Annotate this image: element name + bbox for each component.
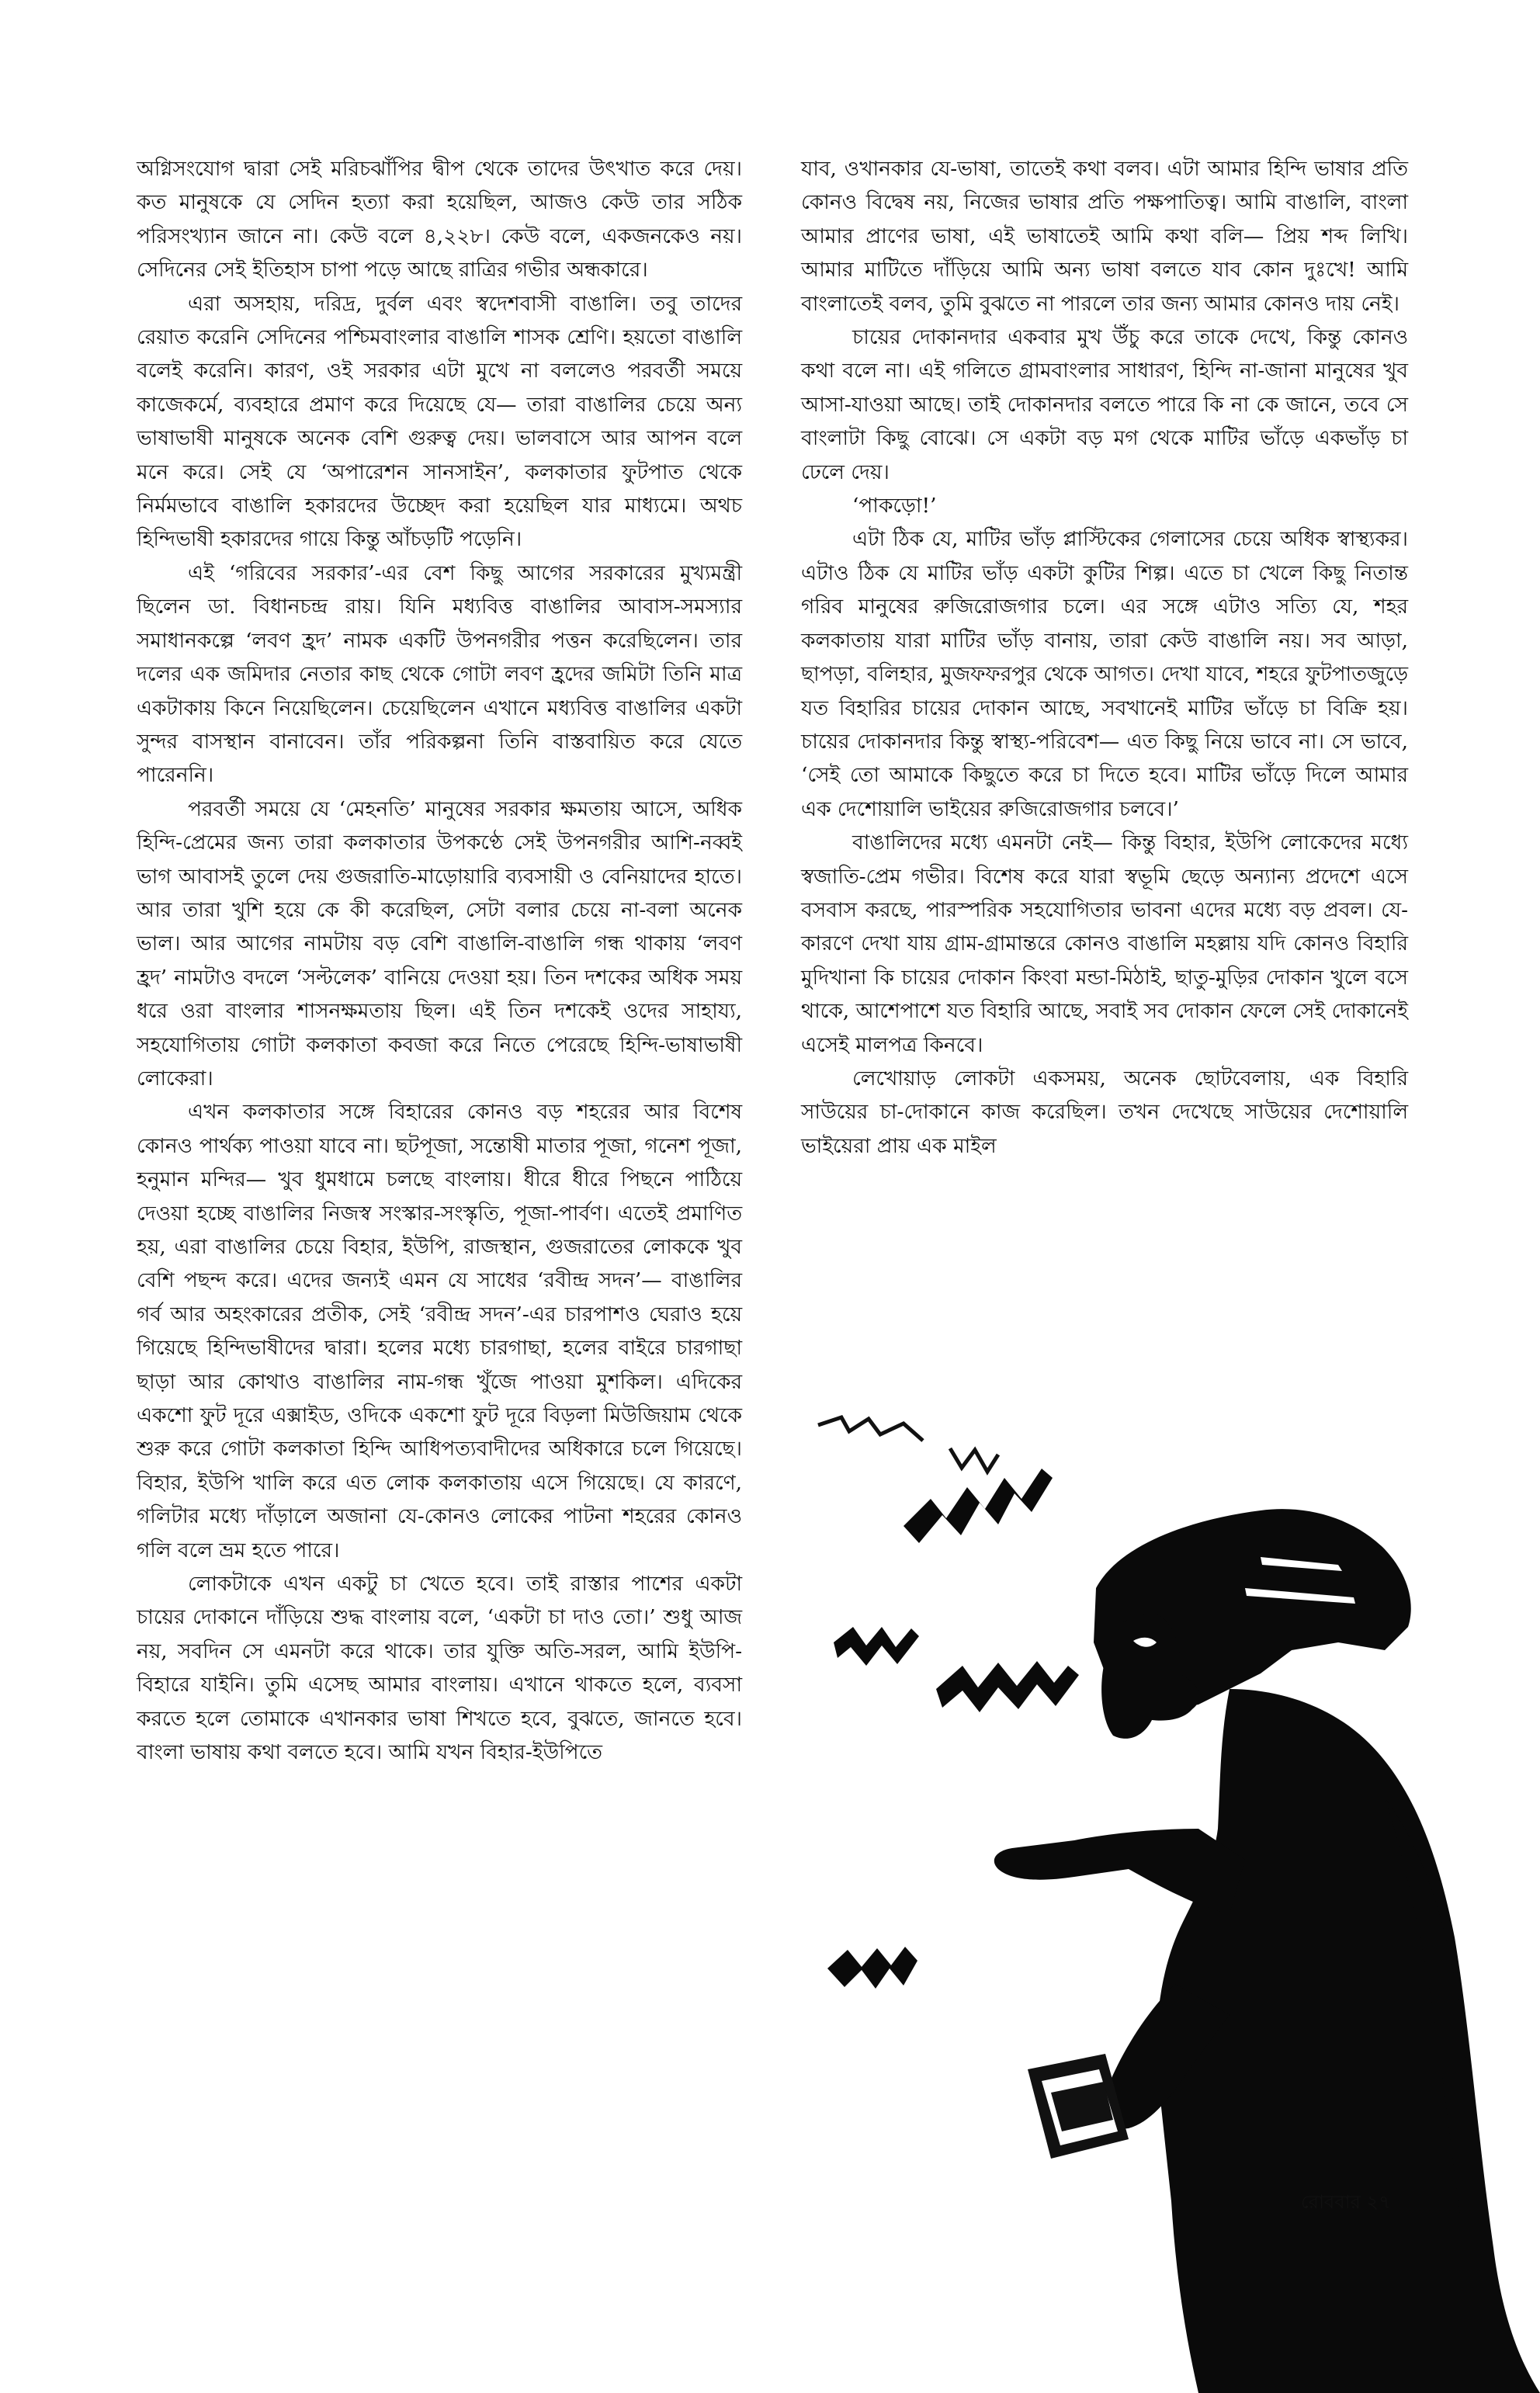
woodcut-illustration <box>795 1394 1540 2393</box>
article-column-left <box>137 152 742 1770</box>
paragraph: বাঙালিদের মধ্যে এমনটা নেই— কিন্তু বিহার, ইউপি লোকেদের মধ্যে স্বজাতি-প্রেম গভীর। বিশেষ করে যারা স্বভূমি ছেড়ে অন্যান্য প্রদেশে এসে বসবাস করছে, পারস্পরিক সহযোগিতার ভাবনা এদের মধ্যে বড় প্রবল। যে-কারণে দেখা যায় গ্রাম-গ্রামান্তরে কোনও বাঙালি মহল্লায় যদি কোনও বিহারি মুদিখানা কি চায়ের দোকান কিংবা মন্ডা-মিঠাই, ছাতু-মুড়ির দোকান খুলে বসে থাকে, আশেপাশে যত বিহারি আছে, সবাই সব দোকান ফেলে সেই দোকানেই এসেই মালপত্র কিনবে। <box>801 831 1408 1057</box>
paragraph: চায়ের দোকানদার একবার মুখ উঁচু করে তাকে দেখে, কিন্তু কোনও কথা বলে না। এই গলিতে গ্রামবাংলার সাধারণ, হিন্দি না-জানা মানুষের খুব আসা-যাওয়া আছে। তাই দোকানদার বলতে পারে কি না কে জানে, তবে সে বাংলাটা কিছু বোঝে। সে একটা বড় মগ থেকে মাটির ভাঁড়ে একভাঁড় চা ঢেলে দেয়। <box>801 325 1408 484</box>
paragraph: এখন কলকাতার সঙ্গে বিহারের কোনও বড় শহরের আর বিশেষ কোনও পার্থক্য পাওয়া যাবে না। ছটপূজা, সন্তোষী মাতার পূজা, গনেশ পূজা, হনুমান মন্দির— খুব ধুমধামে চলছে বাংলায়। ধীরে ধীরে পিছনে পাঠিয়ে দেওয়া হচ্ছে বাঙালির নিজস্ব সংস্কার-সংস্কৃতি, পূজা-পার্বণ। এতেই প্রমাণিত হয়, এরা বাঙালির চেয়ে বিহার, ইউপি, রাজস্থান, গুজরাতের লোককে খুব বেশি পছন্দ করে। এদের জন্যই এমন যে সাধের ‘রবীন্দ্র সদন’— বাঙালির গর্ব আর অহংকারের প্রতীক, সেই ‘রবীন্দ্র সদন’-এর চারপাশও ঘেরাও হয়ে গিয়েছে হিন্দিভাষীদের দ্বারা। হলের মধ্যে চারগাছা, হলের বাইরে চারগাছা ছাড়া আর কোথাও বাঙালির নাম-গন্ধ খুঁজে পাওয়া মুশকিল। এদিকের একশো ফুট দূরে এক্সাইড, ওদিকে একশো ফুট দূরে বিড়লা মিউজিয়াম থেকে শুরু করে গোটা কলকাতা হিন্দি আধিপত্যবাদীদের অধিকারে চলে গিয়েছে। বিহার, ইউপি খালি করে এত লোক কলকাতায় এসে গিয়েছে। যে কারণে, গলিটার মধ্যে দাঁড়ালে অজানা যে-কোনও লোকের পাটনা শহরের কোনও গলি বলে ভ্রম হতে পারে। <box>137 1100 742 1562</box>
paragraph: এটা ঠিক যে, মাটির ভাঁড় প্লাস্টিকের গেলাসের চেয়ে অধিক স্বাস্থ্যকর। এটাও ঠিক যে মাটির ভাঁড় একটা কুটির শিল্প। এতে চা খেলে কিছু নিতান্ত গরিব মানুষের রুজিরোজগার চলে। এর সঙ্গে এটাও সত্যি যে, শহর কলকাতায় যারা মাটির ভাঁড় বানায়, তারা কেউ বাঙালি নয়। সব আড়া, ছাপড়া, বলিহার, মুজফফরপুর থেকে আগত। দেখা যাবে, শহরে ফুটপাতজুড়ে যত বিহারির চায়ের দোকান আছে, সবখানেই মাটির ভাঁড়ে চা বিক্রি হয়। চায়ের দোকানদার কিন্তু স্বাস্থ্য-পরিবেশ— এত কিছু নিয়ে ভাবে না। সে ভাবে, ‘সেই তো আমাকে কিছুতে করে চা দিতে হবে। মাটির ভাঁড়ে দিলে আমার এক দেশোয়ালি ভাইয়ের রুজিরোজগার চলবে।’ <box>801 527 1408 821</box>
book <box>1028 2054 1129 2159</box>
paragraph: অগ্নিসংযোগ দ্বারা সেই মরিচঝাঁপির দ্বীপ থেকে তাদের উৎখাত করে দেয়। কত মানুষকে যে সেদিন হত্যা করা হয়েছিল, আজও কেউ তার সঠিক পরিসংখ্যান জানে না। কেউ বলে ৪,২২৮। কেউ বলে, একজনকেও নয়। সেদিনের সেই ইতিহাস চাপা পড়ে আছে রাত্রির গভীর অন্ধকারে। <box>137 157 742 283</box>
paragraph: লোকটাকে এখন একটু চা খেতে হবে। তাই রাস্তার পাশের একটা চায়ের দোকানে দাঁড়িয়ে শুদ্ধ বাংলায় বলে, ‘একটা চা দাও তো।’ শুধু আজ নয়, সবদিন সে এমনটা করে থাকে। তার যুক্তি অতি-সরল, আমি ইউপি-বিহারে যাইনি। তুমি এসেছ আমার বাংলায়। এখানে থাকতে হলে, ব্যবসা করতে হলে তোমাকে এখানকার ভাষা শিখতে হবে, বুঝতে, জানতে হবে। বাংলা ভাষায় কথা বলতে হবে। আমি যখন বিহার-ইউপিতে <box>137 1572 742 1765</box>
paragraph: যাব, ওখানকার যে-ভাষা, তাতেই কথা বলব। এটা আমার হিন্দি ভাষার প্রতি কোনও বিদ্বেষ নয়, নিজের ভাষার প্রতি পক্ষপাতিত্ব। আমি বাঙালি, বাংলা আমার প্রাণের ভাষা, এই ভাষাতেই আমি কথা বলি— প্রিয় শব্দ লিখি। আমার মাটিতে দাঁড়িয়ে আমি অন্য ভাষা বলতে যাব কোন দুঃখে! আমি বাংলাতেই বলব, তুমি বুঝতে না পারলে তার জন্য আমার কোনও দায় নেই। <box>801 157 1408 316</box>
scribble-marks <box>818 1417 998 1472</box>
paragraph: লেখোয়াড় লোকটা একসময়, অনেক ছোটবেলায়, এক বিহারি সাউয়ের চা-দোকানে কাজ করেছিল। তখন দেখেছে সাউয়ের দেশোয়ালি ভাইয়েরা প্রায় এক মাইল <box>801 1066 1408 1158</box>
paragraph: এরা অসহায়, দরিদ্র, দুর্বল এবং স্বদেশবাসী বাঙালি। তবু তাদের রেয়াত করেনি সেদিনের পশ্চিমবাংলার বাঙালি শাসক শ্রেণি। হয়তো বাঙালি বলেই করেনি। কারণ, ওই সরকার এটা মুখে না বললেও পরবর্তী সময়ে কাজেকর্মে, ব্যবহারে প্রমাণ করে দিয়েছে যে— তারা বাঙালির চেয়ে অন্য ভাষাভাষী মানুষকে অনেক বেশি গুরুত্ব দেয়। ভালবাসে আর আপন বলে মনে করে। সেই যে ‘অপারেশন সানসাইন’, কলকাতার ফুটপাত থেকে নির্মমভাবে বাঙালি হকারদের উচ্ছেদ করা হয়েছিল যার মাধ্যমে। অথচ হিন্দিভাষী হকারদের গায়ে কিন্তু আঁচড়টি পড়েনি। <box>137 291 742 552</box>
figure-silhouette <box>994 1509 1540 2393</box>
paragraph: এই ‘গরিবের সরকার’-এর বেশ কিছু আগের সরকারের মুখ্যমন্ত্রী ছিলেন ডা. বিধানচন্দ্র রায়। যিনি মধ্যবিত্ত বাঙালির আবাস-সমস্যার সমাধানকল্পে ‘লবণ হ্রদ’ নামক একটি উপনগরীর পত্তন করেছিলেন। তার দলের এক জমিদার নেতার কাছ থেকে গোটা লবণ হ্রদের জমিটা তিনি মাত্র একটাকায় কিনে নিয়েছিলেন। চেয়েছিলেন এখানে মধ্যবিত্ত বাঙালির একটা সুন্দর বাসস্থান বানাবেন। তাঁর পরিকল্পনা তিনি বাস্তবায়িত করে যেতে পারেননি। <box>137 560 742 788</box>
article-column-right <box>801 152 1408 1163</box>
paragraph: পরবর্তী সময়ে যে ‘মেহনতি’ মানুষের সরকার ক্ষমতায় আসে, অধিক হিন্দি-প্রেমের জন্য তারা কলকাতার উপকণ্ঠে সেই উপনগরীর আশি-নব্বই ভাগ আবাসই তুলে দেয় গুজরাতি-মাড়োয়ারি ব্যবসায়ী ও বেনিয়াদের হাতে। আর তারা খুশি হয়ে কে কী করেছিল, সেটা বলার চেয়ে না-বলা অনেক ভাল। আর আগের নামটায় বড় বেশি বাঙালি-বাঙালি গন্ধ থাকায় ‘লবণ হ্রদ’ নামটাও বদলে ‘সল্টলেক’ বানিয়ে দেওয়া হয়। তিন দশকের অধিক সময় ধরে ওরা বাংলার শাসনক্ষমতায় ছিল। এই তিন দশকেই ওদের সাহায্য, সহযোগিতায় গোটা কলকাতা কবজা করে নিতে পেরেছে হিন্দি-ভাষাভাষী লোকেরা। <box>137 796 742 1091</box>
paragraph: ‘পাকড়ো!’ <box>852 494 937 518</box>
zigzag-lines <box>827 1469 1079 1989</box>
page-footer-label: রোববার ২৭ <box>1301 2191 1391 2213</box>
